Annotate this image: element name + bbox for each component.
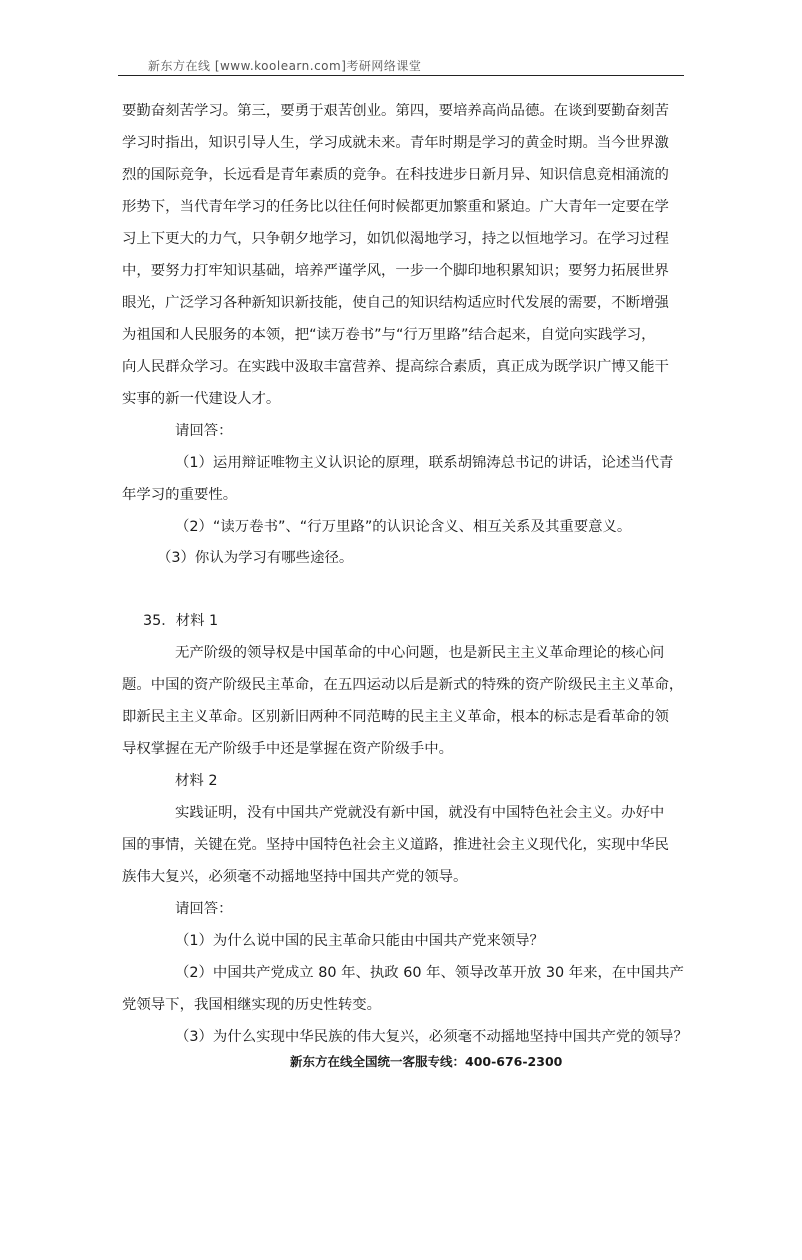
text-line: 无产阶级的领导权是中国革命的中心问题，也是新民主主义革命理论的核心问 xyxy=(175,645,665,661)
text-line: 烈的国际竞争，长远看是青年素质的竞争。在科技进步日新月异、知识信息竞相涌流的 xyxy=(122,167,669,183)
text-line: 中，要努力打牢知识基础，培养严谨学风，一步一个脚印地积累知识；要努力拓展世界 xyxy=(122,263,669,279)
question-item: （2）“读万卷书”、“行万里路”的认识论含义、相互关系及其重要意义。 xyxy=(175,519,632,535)
text-line: 实事的新一代建设人才。 xyxy=(122,391,281,407)
question-item: （1）运用辩证唯物主义认识论的原理，联系胡锦涛总书记的讲话，论述当代青 xyxy=(175,455,674,471)
text-line: 学习时指出，知识引导人生，学习成就未来。青年时期是学习的黄金时期。当今世界激 xyxy=(122,135,669,151)
text-line: 导权掌握在无产阶级手中还是掌握在资产阶级手中。 xyxy=(122,741,453,757)
header-divider xyxy=(118,75,684,76)
text-line: 题。中国的资产阶级民主革命，在五四运动以后是新式的特殊的资产阶级民主主义革命， xyxy=(122,677,684,693)
text-line: 要勤奋刻苦学习。第三，要勇于艰苦创业。第四，要培养高尚品德。在谈到要勤奋刻苦 xyxy=(122,103,669,119)
text-line: 即新民主主义革命。区别新旧两种不同范畴的民主主义革命，根本的标志是看革命的领 xyxy=(122,709,669,725)
question-item: （3）为什么实现中华民族的伟大复兴，必须毫不动摇地坚持中国共产党的领导？ xyxy=(175,1029,688,1045)
text-line: 族伟大复兴，必须毫不动摇地坚持中国共产党的领导。 xyxy=(122,869,468,885)
text-line: 习上下更大的力气，只争朝夕地学习，如饥似渴地学习，持之以恒地学习。在学习过程 xyxy=(122,231,669,247)
question-item: （1）为什么说中国的民主革命只能由中国共产党来领导？ xyxy=(175,933,544,949)
text-line: 向人民群众学习。在实践中汲取丰富营养、提高综合素质，真正成为既学识广博又能干 xyxy=(122,359,669,375)
page-header: 新东方在线 [www.koolearn.com]考研网络课堂 xyxy=(148,59,422,73)
material-label: 材料 2 xyxy=(175,773,218,789)
page-footer: 新东方在线全国统一客服专线：400-676-2300 xyxy=(290,1054,563,1069)
text-line: 形势下，当代青年学习的任务比以往任何时候都更加繁重和紧迫。广大青年一定要在学 xyxy=(122,199,669,215)
section-heading: 35．材料 1 xyxy=(143,613,219,629)
text-line: 实践证明，没有中国共产党就没有新中国，就没有中国特色社会主义。办好中 xyxy=(175,805,665,821)
question-item-cont: 党领导下，我国相继实现的历史性转变。 xyxy=(122,997,382,1013)
question-item-cont: 年学习的重要性。 xyxy=(122,487,238,503)
question-item: （2）中国共产党成立 80 年、执政 60 年、领导改革开放 30 年来，在中国共产 xyxy=(175,965,684,981)
question-prompt: 请回答： xyxy=(175,901,233,917)
question-item: （3）你认为学习有哪些途径。 xyxy=(157,550,354,566)
text-line: 国的事情，关键在党。坚持中国特色社会主义道路，推进社会主义现代化，实现中华民 xyxy=(122,837,669,853)
question-prompt: 请回答： xyxy=(175,423,233,439)
text-line: 眼光，广泛学习各种新知识新技能，使自己的知识结构适应时代发展的需要，不断增强 xyxy=(122,295,669,311)
text-line: 为祖国和人民服务的本领，把“读万卷书”与“行万里路”结合起来，自觉向实践学习， xyxy=(122,327,656,343)
